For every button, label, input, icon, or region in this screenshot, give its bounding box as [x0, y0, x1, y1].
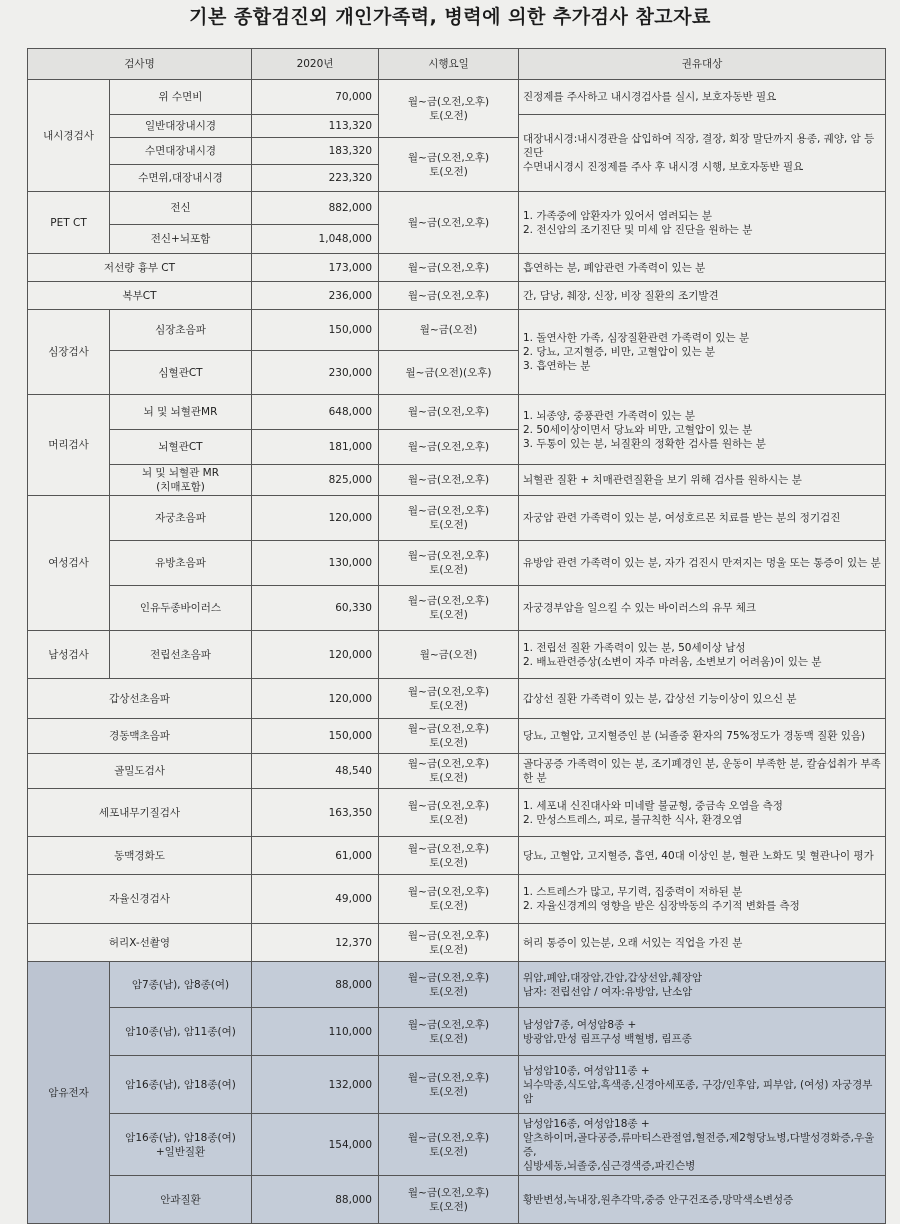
exam-name-cell: 암16종(남), 암18종(여) +일반질환	[110, 1114, 252, 1176]
target-cell: 1. 가족중에 암환자가 있어서 염려되는 분 2. 전신암의 조기진단 및 미세 암 진단을 원하는 분	[519, 192, 886, 254]
price-cell: 49,000	[252, 875, 379, 924]
price-cell: 181,000	[252, 430, 379, 465]
days-cell: 월~금(오전,오후) 토(오전)	[379, 80, 519, 138]
exam-name-cell: 전립선초음파	[110, 631, 252, 679]
target-cell: 당뇨, 고혈압, 고지혈증인 분 (뇌졸중 환자의 75%정도가 경동맥 질환 있음)	[519, 719, 886, 754]
exam-name-cell: 저선량 흉부 CT	[28, 254, 252, 282]
table-row	[28, 754, 886, 789]
target-cell: 남성암16종, 여성암18종 + 알츠하이머,골다공증,류마티스관절염,혈전증,제2형당뇨병,다발성경화증,우울증, 심방세동,뇌졸중,심근경색증,파킨슨병	[519, 1114, 886, 1176]
target-cell: 1. 세포내 신진대사와 미네랄 불균형, 중금속 오염을 측정 2. 만성스트레스, 피로, 불규칙한 식사, 환경오염	[519, 789, 886, 837]
days-cell: 월~금(오전)	[379, 631, 519, 679]
category-cell: 여성검사	[28, 496, 110, 631]
days-cell: 월~금(오전,오후) 토(오전)	[379, 1056, 519, 1114]
table-row	[28, 1114, 886, 1176]
target-cell: 남성암10종, 여성암11종 + 뇌수막종,식도암,흑색종,신경아세포종, 구강/인후암, 피부암, (여성) 자궁경부암	[519, 1056, 886, 1114]
price-cell: 88,000	[252, 962, 379, 1008]
target-cell: 위암,폐암,대장암,간암,갑상선암,췌장암 남자: 전립선암 / 여자:유방암, 난소암	[519, 962, 886, 1008]
exam-name-cell: 골밀도검사	[28, 754, 252, 789]
table-header-row	[28, 49, 886, 80]
price-cell: 132,000	[252, 1056, 379, 1114]
header-price-2020: 2020년	[252, 49, 379, 80]
days-cell: 월~금(오전,오후) 토(오전)	[379, 1008, 519, 1056]
table-row	[28, 465, 886, 496]
category-cell: 심장검사	[28, 310, 110, 395]
target-cell: 황반변성,녹내장,원추각막,중증 안구건조증,망막색소변성증	[519, 1176, 886, 1224]
category-cell: 남성검사	[28, 631, 110, 679]
days-cell: 월~금(오전,오후) 토(오전)	[379, 754, 519, 789]
exam-name-cell: 뇌 및 뇌혈관MR	[110, 395, 252, 430]
days-cell: 월~금(오전,오후)	[379, 254, 519, 282]
days-cell: 월~금(오전,오후) 토(오전)	[379, 586, 519, 631]
days-cell: 월~금(오전,오후)	[379, 465, 519, 496]
category-cell: 암유전자	[28, 962, 110, 1224]
price-cell: 648,000	[252, 395, 379, 430]
header-exam-name: 검사명	[28, 49, 252, 80]
days-cell: 월~금(오전,오후) 토(오전)	[379, 719, 519, 754]
price-cell: 236,000	[252, 282, 379, 310]
category-cell: 머리검사	[28, 395, 110, 496]
price-cell: 61,000	[252, 837, 379, 875]
price-cell: 12,370	[252, 924, 379, 962]
exam-name-cell: 동맥경화도	[28, 837, 252, 875]
price-cell: 88,000	[252, 1176, 379, 1224]
target-cell: 대장내시경:내시경관을 삽입하여 직장, 결장, 회장 말단까지 용종, 궤양, 암 등 진단 수면내시경시 진정제를 주사 후 내시경 시행, 보호자동반 필요	[519, 115, 886, 192]
table-row	[28, 837, 886, 875]
table-row	[28, 282, 886, 310]
price-cell: 120,000	[252, 631, 379, 679]
price-cell: 120,000	[252, 679, 379, 719]
target-cell: 허리 통증이 있는분, 오래 서있는 직업을 가진 분	[519, 924, 886, 962]
exam-name-cell: 경동맥초음파	[28, 719, 252, 754]
days-cell: 월~금(오전,오후)	[379, 430, 519, 465]
price-cell: 223,320	[252, 165, 379, 192]
table-row	[28, 631, 886, 679]
days-cell: 월~금(오전,오후) 토(오전)	[379, 541, 519, 586]
target-cell: 갑상선 질환 가족력이 있는 분, 갑상선 기능이상이 있으신 분	[519, 679, 886, 719]
exam-name-cell: 허리X-선촬영	[28, 924, 252, 962]
table-row	[28, 962, 886, 1008]
table-row	[28, 679, 886, 719]
table-row	[28, 254, 886, 282]
price-cell: 120,000	[252, 496, 379, 541]
price-cell: 882,000	[252, 192, 379, 225]
table-row	[28, 1176, 886, 1224]
exam-name-cell: 전신	[110, 192, 252, 225]
price-cell: 113,320	[252, 115, 379, 138]
exam-name-cell: 수면대장내시경	[110, 138, 252, 165]
exam-name-cell: 수면위,대장내시경	[110, 165, 252, 192]
exam-name-cell: 세포내무기질검사	[28, 789, 252, 837]
days-cell: 월~금(오전,오후) 토(오전)	[379, 138, 519, 192]
target-cell: 1. 스트레스가 많고, 무기력, 집중력이 저하된 분 2. 자율신경계의 영향을 받은 심장박동의 주기적 변화를 측정	[519, 875, 886, 924]
target-cell: 자궁암 관련 가족력이 있는 분, 여성호르몬 치료를 받는 분의 정기검진	[519, 496, 886, 541]
price-cell: 110,000	[252, 1008, 379, 1056]
exam-name-cell: 갑상선초음파	[28, 679, 252, 719]
header-target: 권유대상	[519, 49, 886, 80]
target-cell: 당뇨, 고혈압, 고지혈증, 흡연, 40대 이상인 분, 혈관 노화도 및 혈관나이 평가	[519, 837, 886, 875]
days-cell: 월~금(오전,오후)	[379, 395, 519, 430]
price-cell: 48,540	[252, 754, 379, 789]
price-cell: 1,048,000	[252, 225, 379, 254]
days-cell: 월~금(오전)	[379, 310, 519, 351]
price-cell: 150,000	[252, 719, 379, 754]
days-cell: 월~금(오전,오후) 토(오전)	[379, 962, 519, 1008]
days-cell: 월~금(오전,오후) 토(오전)	[379, 789, 519, 837]
target-cell: 1. 뇌종양, 중풍관련 가족력이 있는 분 2. 50세이상이면서 당뇨와 비만, 고혈압이 있는 분 3. 두통이 있는 분, 뇌질환의 정확한 검사를 원하는 분	[519, 395, 886, 465]
table-row	[28, 192, 886, 225]
price-cell: 173,000	[252, 254, 379, 282]
target-cell: 간, 담낭, 췌장, 신장, 비장 질환의 조기발견	[519, 282, 886, 310]
price-cell: 154,000	[252, 1114, 379, 1176]
table-row	[28, 1008, 886, 1056]
table-row	[28, 1056, 886, 1114]
target-cell: 자궁경부암을 일으킬 수 있는 바이러스의 유무 체크	[519, 586, 886, 631]
price-cell: 150,000	[252, 310, 379, 351]
target-cell: 남성암7종, 여성암8종 + 방광암,만성 림프구성 백혈병, 림프종	[519, 1008, 886, 1056]
price-cell: 825,000	[252, 465, 379, 496]
exam-name-cell: 전신+뇌포함	[110, 225, 252, 254]
days-cell: 월~금(오전,오후) 토(오전)	[379, 1114, 519, 1176]
exam-name-cell: 일반대장내시경	[110, 115, 252, 138]
exam-name-cell: 암16종(남), 암18종(여)	[110, 1056, 252, 1114]
days-cell: 월~금(오전,오후) 토(오전)	[379, 875, 519, 924]
days-cell: 월~금(오전,오후) 토(오전)	[379, 679, 519, 719]
target-cell: 흡연하는 분, 폐암관련 가족력이 있는 분	[519, 254, 886, 282]
target-cell: 1. 돌연사한 가족, 심장질환관련 가족력이 있는 분 2. 당뇨, 고지혈증, 비만, 고혈압이 있는 분 3. 흡연하는 분	[519, 310, 886, 395]
days-cell: 월~금(오전,오후)	[379, 192, 519, 254]
exam-name-cell: 자궁초음파	[110, 496, 252, 541]
header-days: 시행요일	[379, 49, 519, 80]
exam-name-cell: 암7종(남), 암8종(여)	[110, 962, 252, 1008]
days-cell: 월~금(오전,오후) 토(오전)	[379, 924, 519, 962]
target-cell: 진정제를 주사하고 내시경검사를 실시, 보호자동반 필요	[519, 80, 886, 115]
exam-name-cell: 심장초음파	[110, 310, 252, 351]
exam-name-cell: 복부CT	[28, 282, 252, 310]
table-row	[28, 80, 886, 115]
target-cell: 뇌혈관 질환 + 치매관련질환을 보기 위해 검사를 원하시는 분	[519, 465, 886, 496]
exam-name-cell: 뇌혈관CT	[110, 430, 252, 465]
price-cell: 183,320	[252, 138, 379, 165]
category-cell: PET CT	[28, 192, 110, 254]
price-cell: 230,000	[252, 351, 379, 395]
target-cell: 1. 전립선 질환 가족력이 있는 분, 50세이상 남성 2. 배뇨관련증상(소변이 자주 마려움, 소변보기 어려움)이 있는 분	[519, 631, 886, 679]
table-row	[28, 586, 886, 631]
price-cell: 130,000	[252, 541, 379, 586]
price-cell: 70,000	[252, 80, 379, 115]
days-cell: 월~금(오전)(오후)	[379, 351, 519, 395]
target-cell: 유방암 관련 가족력이 있는 분, 자가 검진시 만져지는 멍울 또는 통증이 있는 분	[519, 541, 886, 586]
exam-table	[27, 48, 886, 1224]
table-row	[28, 395, 886, 430]
exam-name-cell: 유방초음파	[110, 541, 252, 586]
price-cell: 60,330	[252, 586, 379, 631]
category-cell: 내시경검사	[28, 80, 110, 192]
days-cell: 월~금(오전,오후) 토(오전)	[379, 496, 519, 541]
table-row	[28, 310, 886, 351]
exam-name-cell: 위 수면비	[110, 80, 252, 115]
target-cell: 골다공증 가족력이 있는 분, 조기폐경인 분, 운동이 부족한 분, 칼슘섭취가 부족한 분	[519, 754, 886, 789]
days-cell: 월~금(오전,오후) 토(오전)	[379, 1176, 519, 1224]
days-cell: 월~금(오전,오후)	[379, 282, 519, 310]
table-row	[28, 875, 886, 924]
table-row	[28, 789, 886, 837]
exam-name-cell: 심혈관CT	[110, 351, 252, 395]
table-row	[28, 719, 886, 754]
exam-name-cell: 인유두종바이러스	[110, 586, 252, 631]
table-row	[28, 541, 886, 586]
days-cell: 월~금(오전,오후) 토(오전)	[379, 837, 519, 875]
price-cell: 163,350	[252, 789, 379, 837]
table-row	[28, 496, 886, 541]
document-title: 기본 종합검진외 개인가족력, 병력에 의한 추가검사 참고자료	[189, 6, 711, 28]
exam-name-cell: 안과질환	[110, 1176, 252, 1224]
table-row	[28, 924, 886, 962]
exam-name-cell: 암10종(남), 암11종(여)	[110, 1008, 252, 1056]
exam-name-cell: 뇌 및 뇌혈관 MR (치매포함)	[110, 465, 252, 496]
exam-name-cell: 자율신경검사	[28, 875, 252, 924]
